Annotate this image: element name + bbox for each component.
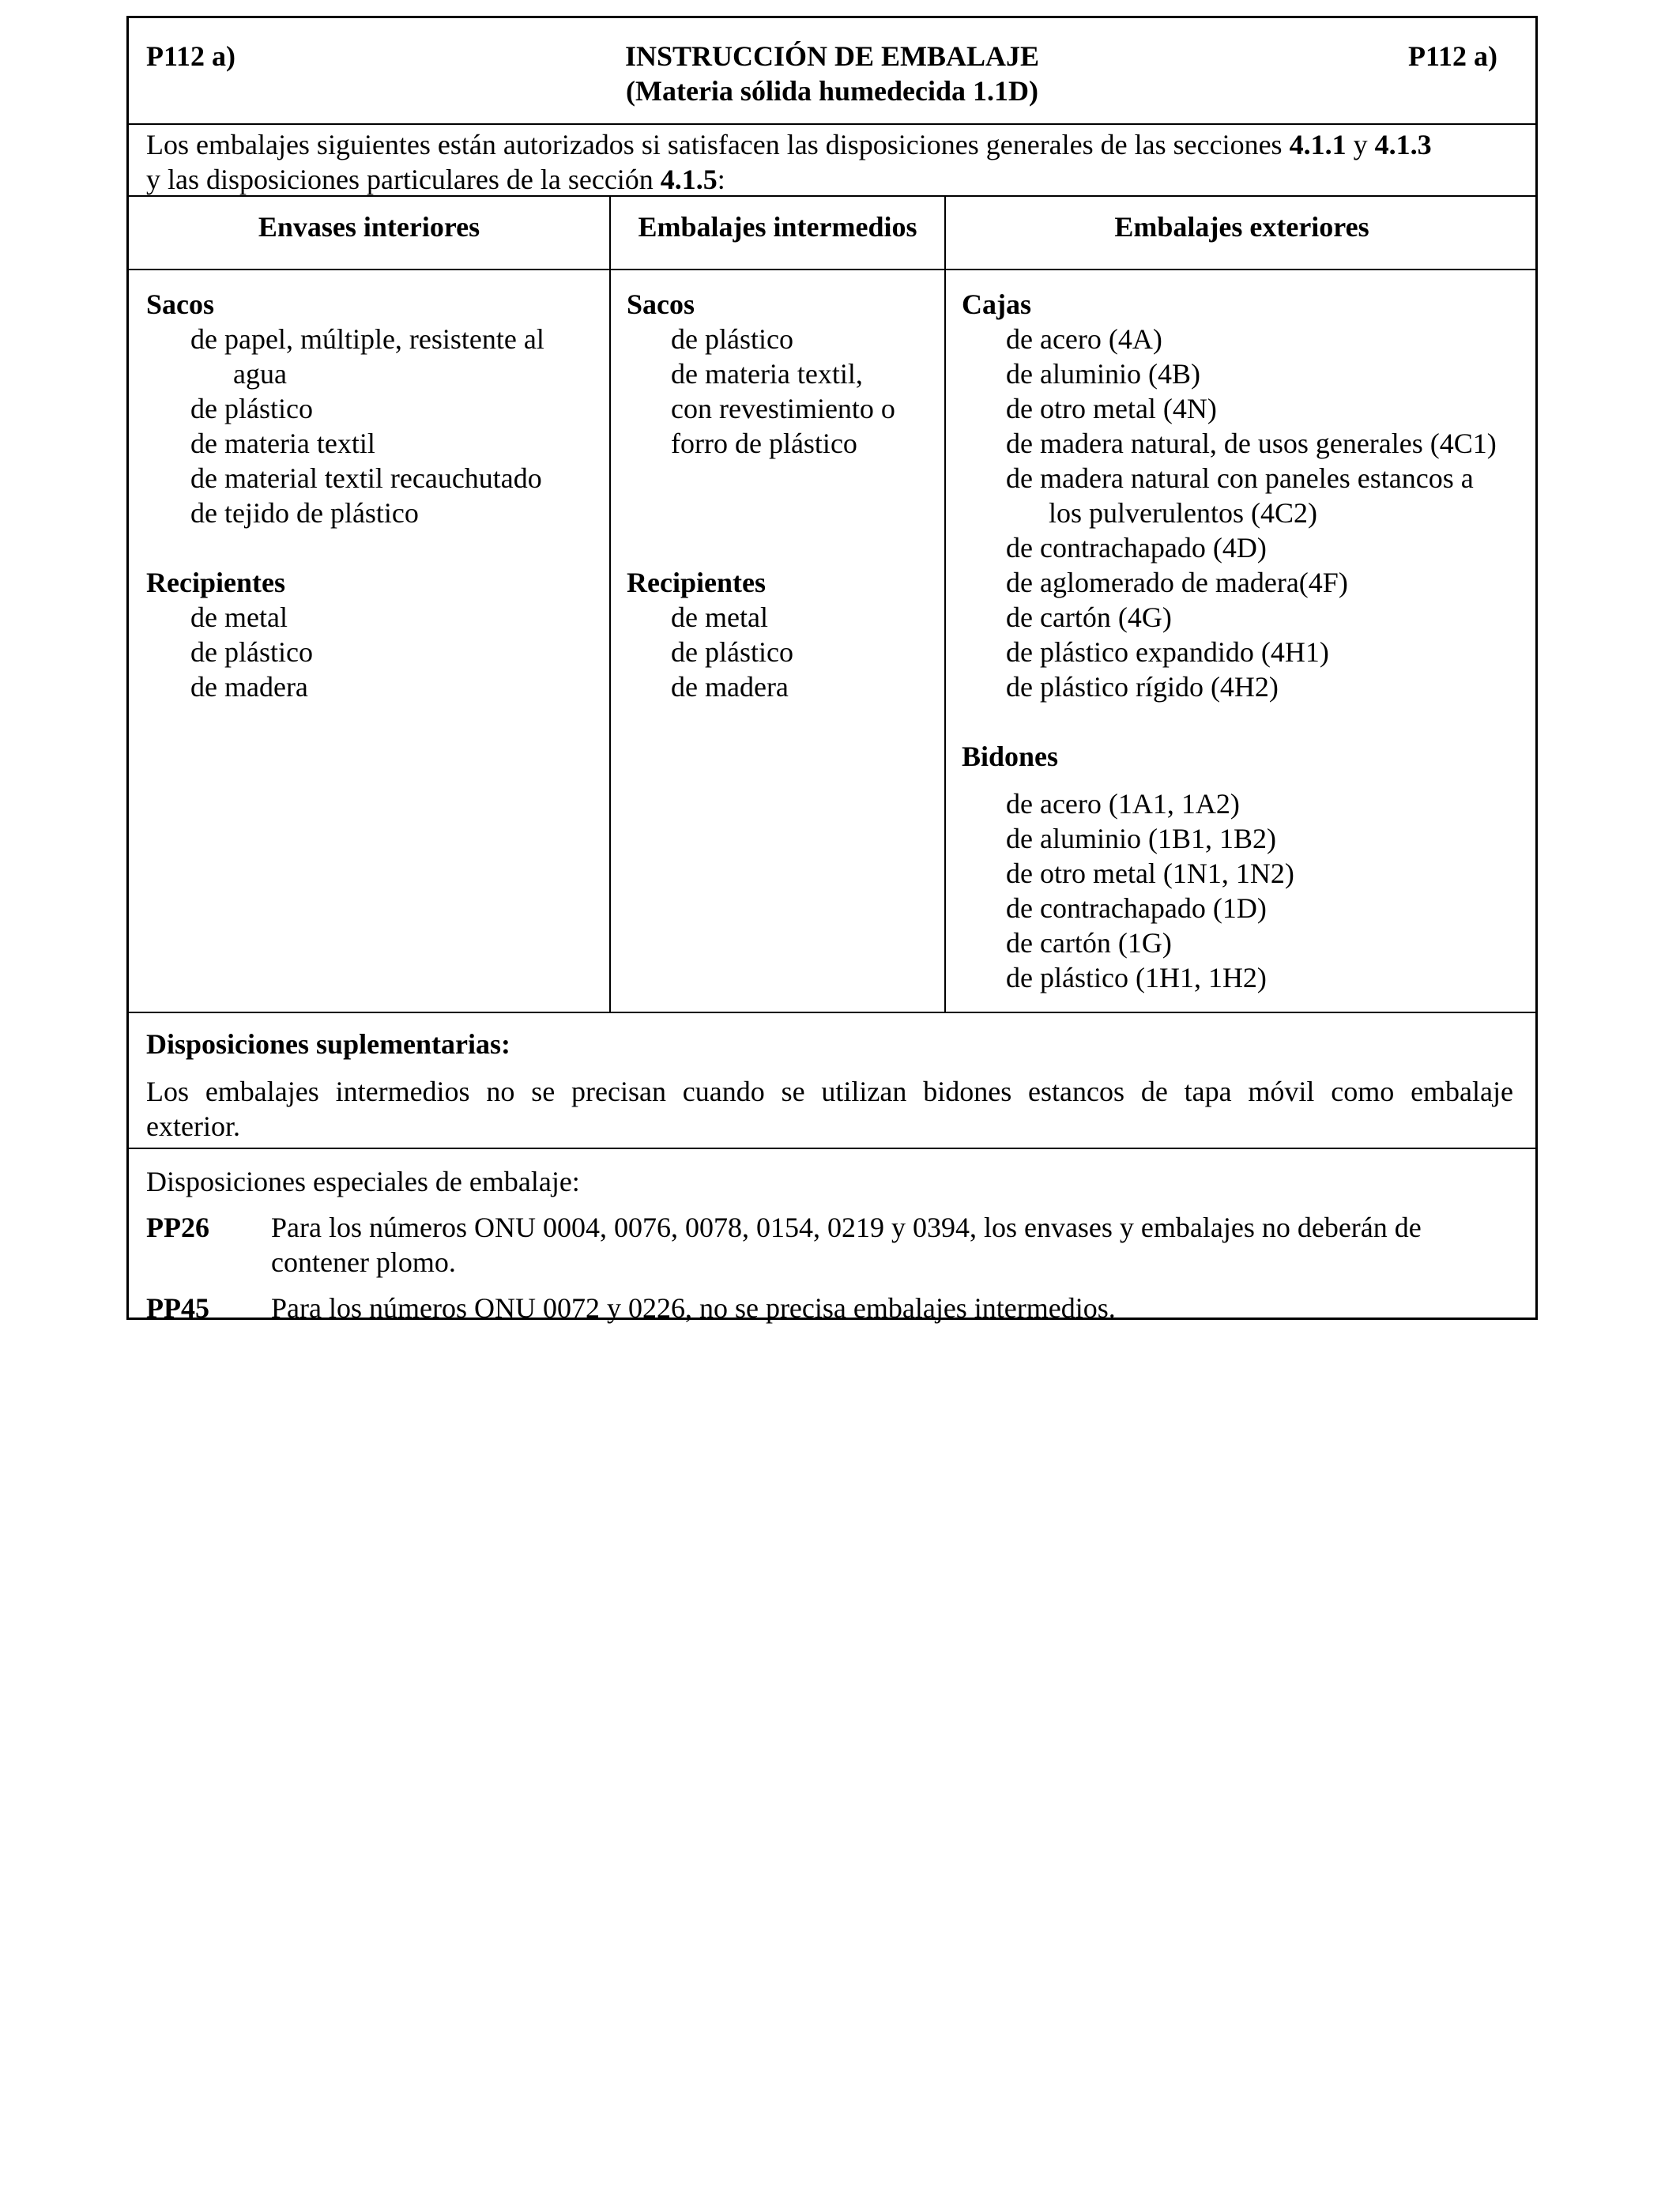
code-right: P112 a) xyxy=(1408,40,1497,72)
intro-text: : xyxy=(717,164,725,195)
group-heading: Sacos xyxy=(627,288,695,320)
column-header-outer: Embalajes exteriores xyxy=(1114,211,1369,243)
list-item: de aluminio (4B) xyxy=(1006,358,1200,390)
list-item: de aglomerado de madera(4F) xyxy=(1006,567,1348,598)
title: INSTRUCCIÓN DE EMBALAJE xyxy=(624,40,1040,72)
provision-code: PP26 xyxy=(146,1212,209,1243)
column-header-inner: Envases interiores xyxy=(258,211,480,243)
intro-text: y xyxy=(1346,129,1375,160)
list-item: de plástico xyxy=(671,636,793,668)
list-item: forro de plástico xyxy=(671,428,857,459)
intro-text: y las disposiciones particulares de la sección xyxy=(146,164,661,195)
intro-line-1 xyxy=(146,127,1432,162)
subtitle: (Materia sólida humedecida 1.1D) xyxy=(626,75,1038,107)
list-item: de madera natural, de usos generales (4C1) xyxy=(1006,428,1497,459)
list-item: de plástico xyxy=(190,636,313,668)
packing-instruction-table xyxy=(126,16,1538,1324)
list-item: de madera xyxy=(190,671,308,703)
list-item: de material textil recauchutado xyxy=(190,462,542,494)
intro-text: Los embalajes siguientes están autorizados si satisfacen las disposiciones generales de las secciones xyxy=(146,129,1290,160)
provision-code: PP45 xyxy=(146,1292,209,1324)
list-item: de materia textil, xyxy=(671,358,863,390)
list-item: de plástico xyxy=(190,393,313,424)
list-item: de madera natural con paneles estancos a xyxy=(1006,462,1474,494)
provision-text-line: contener plomo. xyxy=(271,1246,456,1278)
intermediate-list xyxy=(627,287,895,704)
list-item: de plástico rígido (4H2) xyxy=(1006,671,1279,703)
list-item: con revestimiento o xyxy=(671,393,895,424)
outer-list xyxy=(962,287,1497,995)
list-item: de papel, múltiple, resistente al xyxy=(190,323,544,355)
list-item: de otro metal (1N1, 1N2) xyxy=(1006,858,1294,889)
list-item: de plástico (1H1, 1H2) xyxy=(1006,962,1267,993)
list-item: de plástico xyxy=(671,323,793,355)
inner-list xyxy=(146,287,544,704)
intro-ref: 4.1.1 xyxy=(1289,129,1347,160)
list-item: de acero (4A) xyxy=(1006,323,1162,355)
group-heading: Sacos xyxy=(146,288,215,320)
supplementary-text-line: exterior. xyxy=(146,1110,240,1142)
divider xyxy=(129,195,1535,197)
list-item: agua xyxy=(233,358,287,390)
column-divider xyxy=(609,195,611,1012)
group-heading: Bidones xyxy=(962,741,1059,772)
column-header-intermediate: Embalajes intermedios xyxy=(638,211,917,243)
list-item: de metal xyxy=(190,601,288,633)
divider xyxy=(129,269,1535,270)
group-heading: Recipientes xyxy=(146,567,285,598)
special-heading: Disposiciones especiales de embalaje: xyxy=(146,1166,580,1197)
list-item: de contrachapado (1D) xyxy=(1006,892,1267,924)
list-item: de acero (1A1, 1A2) xyxy=(1006,788,1240,820)
supplementary-text-line: Los embalajes intermedios no se precisan cuando se utilizan bidones estancos de tapa móvil como embalaje xyxy=(146,1076,1513,1107)
list-item: de cartón (4G) xyxy=(1006,601,1172,633)
intro-ref: 4.1.3 xyxy=(1374,129,1432,160)
list-item: de metal xyxy=(671,601,768,633)
intro-line-2 xyxy=(146,162,725,197)
divider xyxy=(129,123,1535,125)
list-item: de contrachapado (4D) xyxy=(1006,532,1267,564)
group-heading: Cajas xyxy=(962,288,1031,320)
list-item: los pulverulentos (4C2) xyxy=(1049,497,1317,529)
supplementary-heading: Disposiciones suplementarias: xyxy=(146,1028,511,1060)
group-heading: Recipientes xyxy=(627,567,766,598)
divider xyxy=(129,1012,1535,1013)
list-item: de tejido de plástico xyxy=(190,497,419,529)
intro-ref: 4.1.5 xyxy=(660,164,718,195)
list-item: de plástico expandido (4H1) xyxy=(1006,636,1329,668)
column-divider xyxy=(944,195,946,1012)
divider xyxy=(129,1148,1535,1149)
provision-text-line: Para los números ONU 0004, 0076, 0078, 0154, 0219 y 0394, los envases y embalajes no deberán de xyxy=(271,1212,1422,1243)
list-item: de cartón (1G) xyxy=(1006,927,1172,959)
list-item: de otro metal (4N) xyxy=(1006,393,1217,424)
list-item: de madera xyxy=(671,671,789,703)
provision-text-line: Para los números ONU 0072 y 0226, no se precisa embalajes intermedios. xyxy=(271,1292,1116,1324)
code-left: P112 a) xyxy=(146,40,235,72)
list-item: de materia textil xyxy=(190,428,375,459)
list-item: de aluminio (1B1, 1B2) xyxy=(1006,823,1276,854)
